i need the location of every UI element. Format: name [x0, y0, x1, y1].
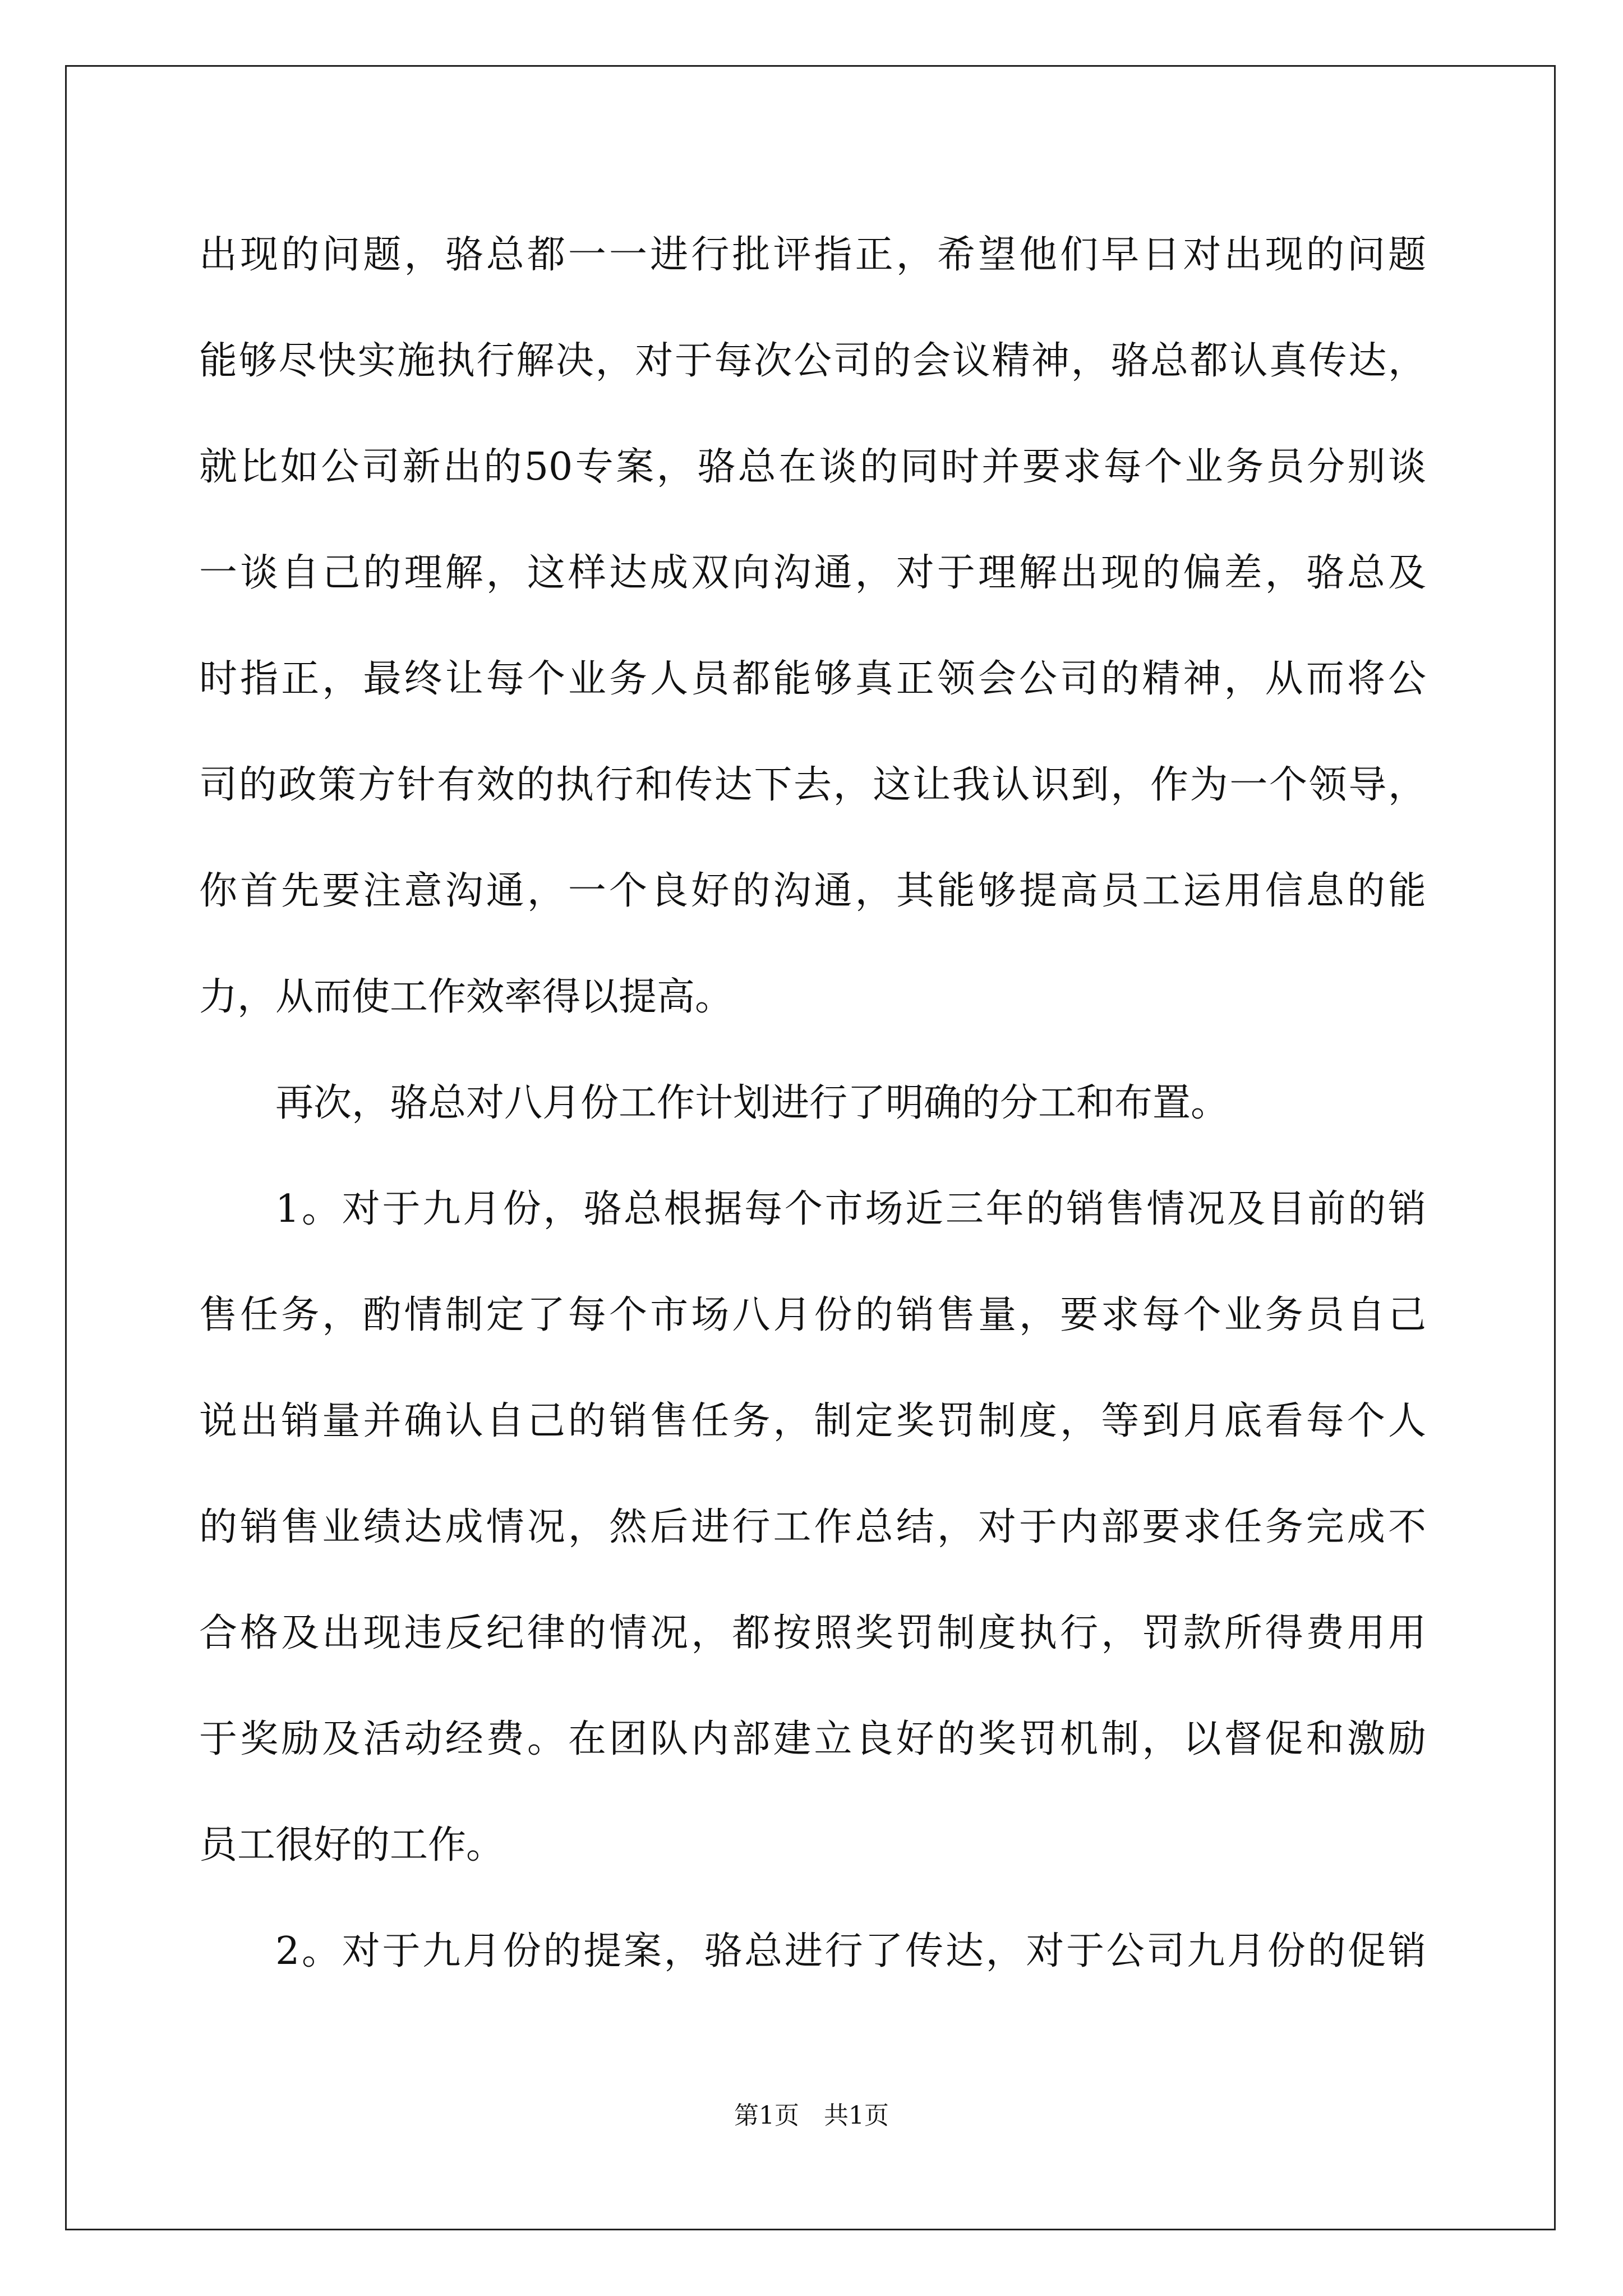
- text-line: 说出销量并确认自己的销售任务，制定奖罚制度，等到月底看每个人: [199, 1399, 1426, 1443]
- text-line: 售任务，酌情制定了每个市场八月份的销售量，要求每个业务员自己: [199, 1293, 1426, 1337]
- text-line: 出现的问题，骆总都一一进行批评指正，希望他们早日对出现的问题: [199, 233, 1426, 277]
- text-line: 于奖励及活动经费。在团队内部建立良好的奖罚机制，以督促和激励: [199, 1717, 1426, 1761]
- text-line: 一谈自己的理解，这样达成双向沟通，对于理解出现的偏差，骆总及: [199, 551, 1426, 595]
- text-line: 员工很好的工作。: [199, 1823, 505, 1867]
- text-line: 你首先要注意沟通，一个良好的沟通，其能够提高员工运用信息的能: [199, 869, 1426, 913]
- text-line: 能够尽快实施执行解决，对于每次公司的会议精神，骆总都认真传达，: [199, 339, 1426, 383]
- text-line: 力，从而使工作效率得以提高。: [199, 975, 734, 1019]
- text-line: 的销售业绩达成情况，然后进行工作总结，对于内部要求任务完成不: [199, 1505, 1426, 1549]
- document-body: [199, 208, 1426, 2010]
- text-line: 就比如公司新出的50专案，骆总在谈的同时并要求每个业务员分别谈: [199, 445, 1426, 489]
- text-line: 合格及出现违反纪律的情况，都按照奖罚制度执行，罚款所得费用用: [199, 1611, 1426, 1655]
- text-line: 时指正，最终让每个业务人员都能够真正领会公司的精神，从而将公: [199, 657, 1426, 701]
- page-footer: 第1页 共1页: [734, 2101, 889, 2130]
- text-line: 再次，骆总对八月份工作计划进行了明确的分工和布置。: [275, 1081, 1229, 1125]
- text-line: 2。对于九月份的提案，骆总进行了传达，对于公司九月份的促销: [275, 1929, 1426, 1973]
- text-line: 司的政策方针有效的执行和传达下去，这让我认识到，作为一个领导，: [199, 763, 1426, 807]
- text-line: 1。对于九月份，骆总根据每个市场近三年的销售情况及目前的销: [275, 1187, 1426, 1231]
